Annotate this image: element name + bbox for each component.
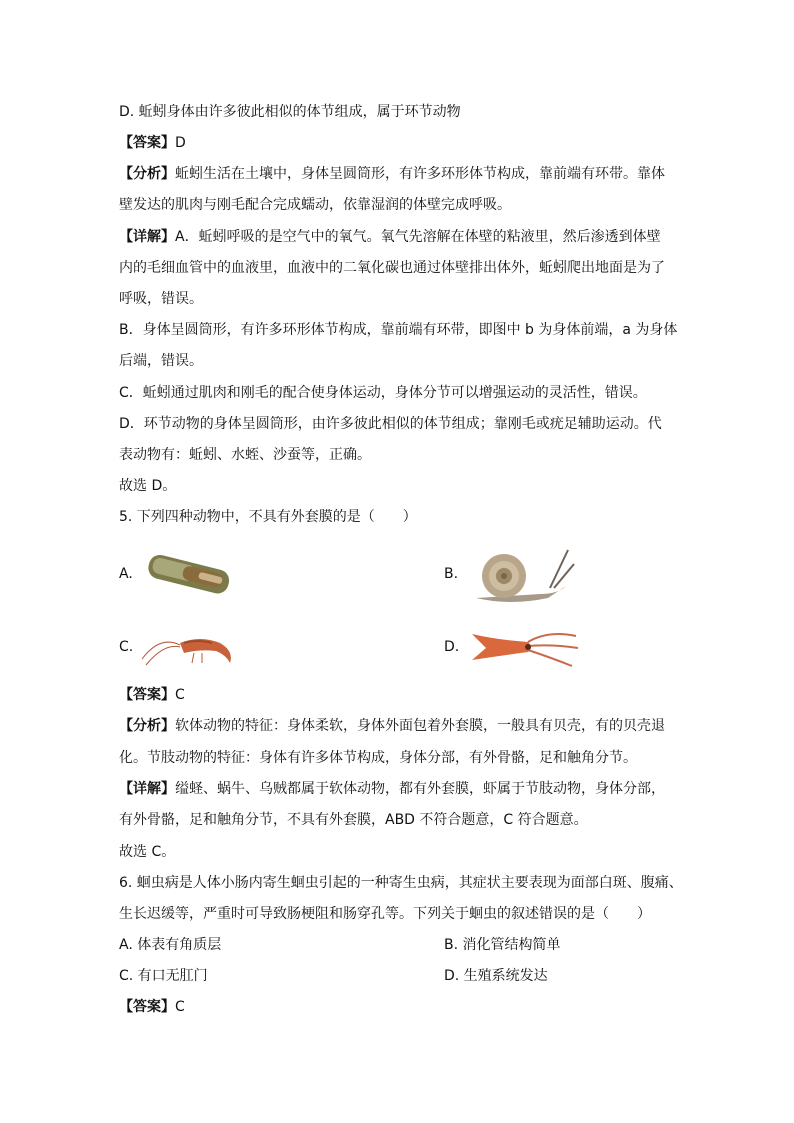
detail-5-line-2: 有外骨骼，足和触角分节，不具有外套膜，ABD 不符合题意，C 符合题意。 xyxy=(119,812,588,828)
detail-line xyxy=(119,227,661,247)
detail-text: A．蚯蚓呼吸的是空气中的氧气。氧气先溶解在体壁的粘液里，然后渗透到体壁 xyxy=(175,229,661,245)
line-9: 后端，错误。 xyxy=(119,353,203,369)
analysis-5-line-2: 化。节肢动物的特征：身体有许多体节构成，身体分部，有外骨骼，足和触角分节。 xyxy=(119,750,637,766)
answer-6-value: C xyxy=(175,999,185,1015)
line-12: 表动物有：蚯蚓、水蛭、沙蚕等，正确。 xyxy=(119,447,371,463)
question-5: 5. 下列四种动物中，不具有外套膜的是（ ） xyxy=(119,509,417,525)
choose-5: 故选 C。 xyxy=(119,844,176,860)
line-8: B．身体呈圆筒形，有许多环形体节构成，靠前端有环带，即图中 b 为身体前端，a 为身体 xyxy=(119,322,678,338)
option-a-label: A. xyxy=(119,566,133,582)
detail-5-text: 缢蛏、蜗牛、乌贼都属于软体动物，都有外套膜，虾属于节肢动物，身体分部， xyxy=(175,781,665,797)
detail-5-tag: 【详解】 xyxy=(119,781,175,797)
option-b-label: B. xyxy=(444,566,459,582)
line-7: 呼吸，错误。 xyxy=(119,291,203,307)
analysis-5-line xyxy=(119,716,665,736)
analysis-line xyxy=(119,164,665,184)
answer-5-value: C xyxy=(175,687,185,703)
answer-value: D xyxy=(175,135,186,151)
line-10: C．蚯蚓通过肌肉和刚毛的配合使身体运动，身体分节可以增强运动的灵活性，错误。 xyxy=(119,385,647,401)
option-d-label: D. xyxy=(444,639,460,655)
answer-6-tag: 【答案】 xyxy=(119,999,175,1015)
question-6-line-1: 6. 蛔虫病是人体小肠内寄生蛔虫引起的一种寄生虫病，其症状主要表现为面部白斑、腹痛、 xyxy=(119,875,683,891)
line-13: 故选 D。 xyxy=(119,478,177,494)
option-c-label: C. xyxy=(119,639,134,655)
answer-6-line xyxy=(119,997,185,1017)
detail-tag: 【详解】 xyxy=(119,229,175,245)
snail-image xyxy=(470,540,580,608)
analysis-5-text: 软体动物的特征：身体柔软，身体外面包着外套膜，一般具有贝壳，有的贝壳退 xyxy=(175,718,665,734)
question-6-option-d: D. 生殖系统发达 xyxy=(444,968,548,984)
squid-image xyxy=(468,622,580,670)
question-6-option-b: B. 消化管结构简单 xyxy=(444,937,561,953)
analysis-tag: 【分析】 xyxy=(119,166,175,182)
analysis-text: 蚯蚓生活在土壤中，身体呈圆筒形，有许多环形体节构成，靠前端有环带。靠体 xyxy=(175,166,665,182)
question-6-option-a: A. 体表有角质层 xyxy=(119,937,222,953)
line-4: 壁发达的肌肉与刚毛配合完成蠕动，依靠湿润的体壁完成呼吸。 xyxy=(119,197,511,213)
question-6-option-c: C. 有口无肛门 xyxy=(119,968,208,984)
razor-clam-image xyxy=(143,548,233,598)
line-6: 内的毛细血管中的血液里，血液中的二氧化碳也通过体壁排出体外，蚯蚓爬出地面是为了 xyxy=(119,260,665,276)
analysis-5-tag: 【分析】 xyxy=(119,718,175,734)
answer-5-tag: 【答案】 xyxy=(119,687,175,703)
line-11: D．环节动物的身体呈圆筒形，由许多彼此相似的体节组成；靠刚毛或疣足辅助运动。代 xyxy=(119,416,662,432)
answer-tag: 【答案】 xyxy=(119,135,175,151)
detail-5-line xyxy=(119,779,665,799)
line-1: D. 蚯蚓身体由许多彼此相似的体节组成，属于环节动物 xyxy=(119,104,461,120)
shrimp-image xyxy=(140,625,240,670)
answer-line xyxy=(119,133,186,153)
question-6-line-2: 生长迟缓等，严重时可导致肠梗阻和肠穿孔等。下列关于蛔虫的叙述错误的是（ ） xyxy=(119,906,651,922)
answer-5-line xyxy=(119,685,185,705)
